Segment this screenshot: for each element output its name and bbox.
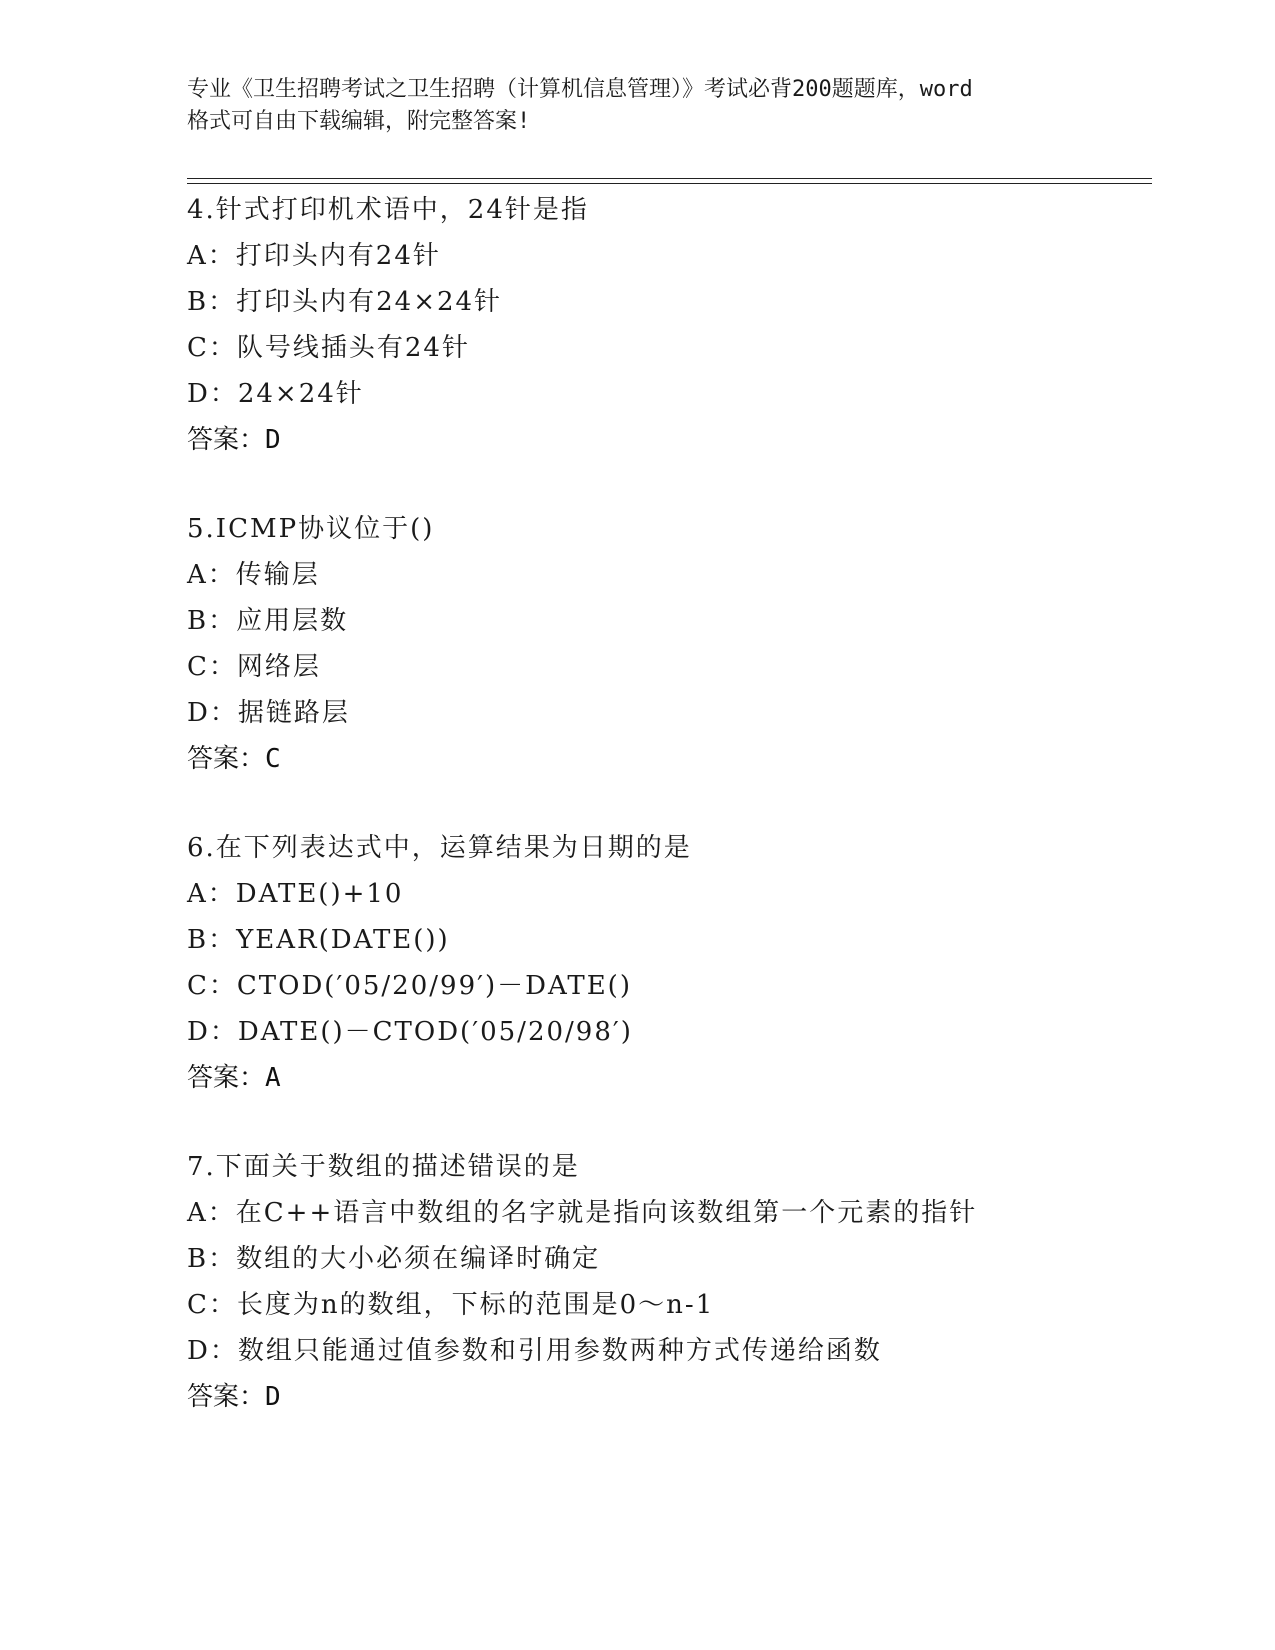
option-a: A：传输层	[187, 560, 320, 590]
option-d: D：DATE()－CTOD(′05/20/98′)	[187, 1017, 633, 1047]
option-d: D：据链路层	[187, 698, 350, 728]
question-stem: 7.下面关于数组的描述错误的是	[187, 1152, 580, 1182]
header-line-2: 格式可自由下载编辑，附完整答案!	[187, 109, 531, 134]
option-a: A：在C++语言中数组的名字就是指向该数组第一个元素的指针	[187, 1198, 978, 1228]
option-b: B：YEAR(DATE())	[187, 925, 450, 955]
answer-line: 答案：C	[187, 744, 281, 774]
option-c: C：队号线插头有24针	[187, 333, 470, 363]
header-rule-bottom	[187, 183, 1152, 184]
header-rule-top	[187, 178, 1152, 179]
option-b: B：数组的大小必须在编译时确定	[187, 1244, 601, 1274]
option-a: A：DATE()+10	[187, 879, 404, 909]
question-7	[187, 1144, 1187, 1420]
question-4	[187, 187, 1187, 463]
question-5	[187, 506, 1187, 782]
answer-line: 答案：A	[187, 1063, 281, 1093]
option-c: C：CTOD(′05/20/99′)－DATE()	[187, 971, 632, 1001]
question-6	[187, 825, 1187, 1101]
question-stem: 4.针式打印机术语中，24针是指	[187, 195, 589, 225]
option-b: B：应用层数	[187, 606, 349, 636]
option-b: B：打印头内有24×24针	[187, 287, 503, 317]
answer-line: 答案：D	[187, 1382, 281, 1412]
option-d: D：24×24针	[187, 379, 364, 409]
answer-line: 答案：D	[187, 425, 281, 455]
document-header	[187, 74, 1087, 138]
option-a: A：打印头内有24针	[187, 241, 441, 271]
option-c: C：网络层	[187, 652, 321, 682]
question-stem: 6.在下列表达式中，运算结果为日期的是	[187, 833, 692, 863]
option-d: D：数组只能通过值参数和引用参数两种方式传递给函数	[187, 1336, 882, 1366]
header-line-1: 专业《卫生招聘考试之卫生招聘（计算机信息管理）》考试必背200题题库，word	[187, 77, 973, 102]
option-c: C：长度为n的数组，下标的范围是0～n-1	[187, 1290, 715, 1320]
question-stem: 5.ICMP协议位于()	[187, 514, 435, 544]
